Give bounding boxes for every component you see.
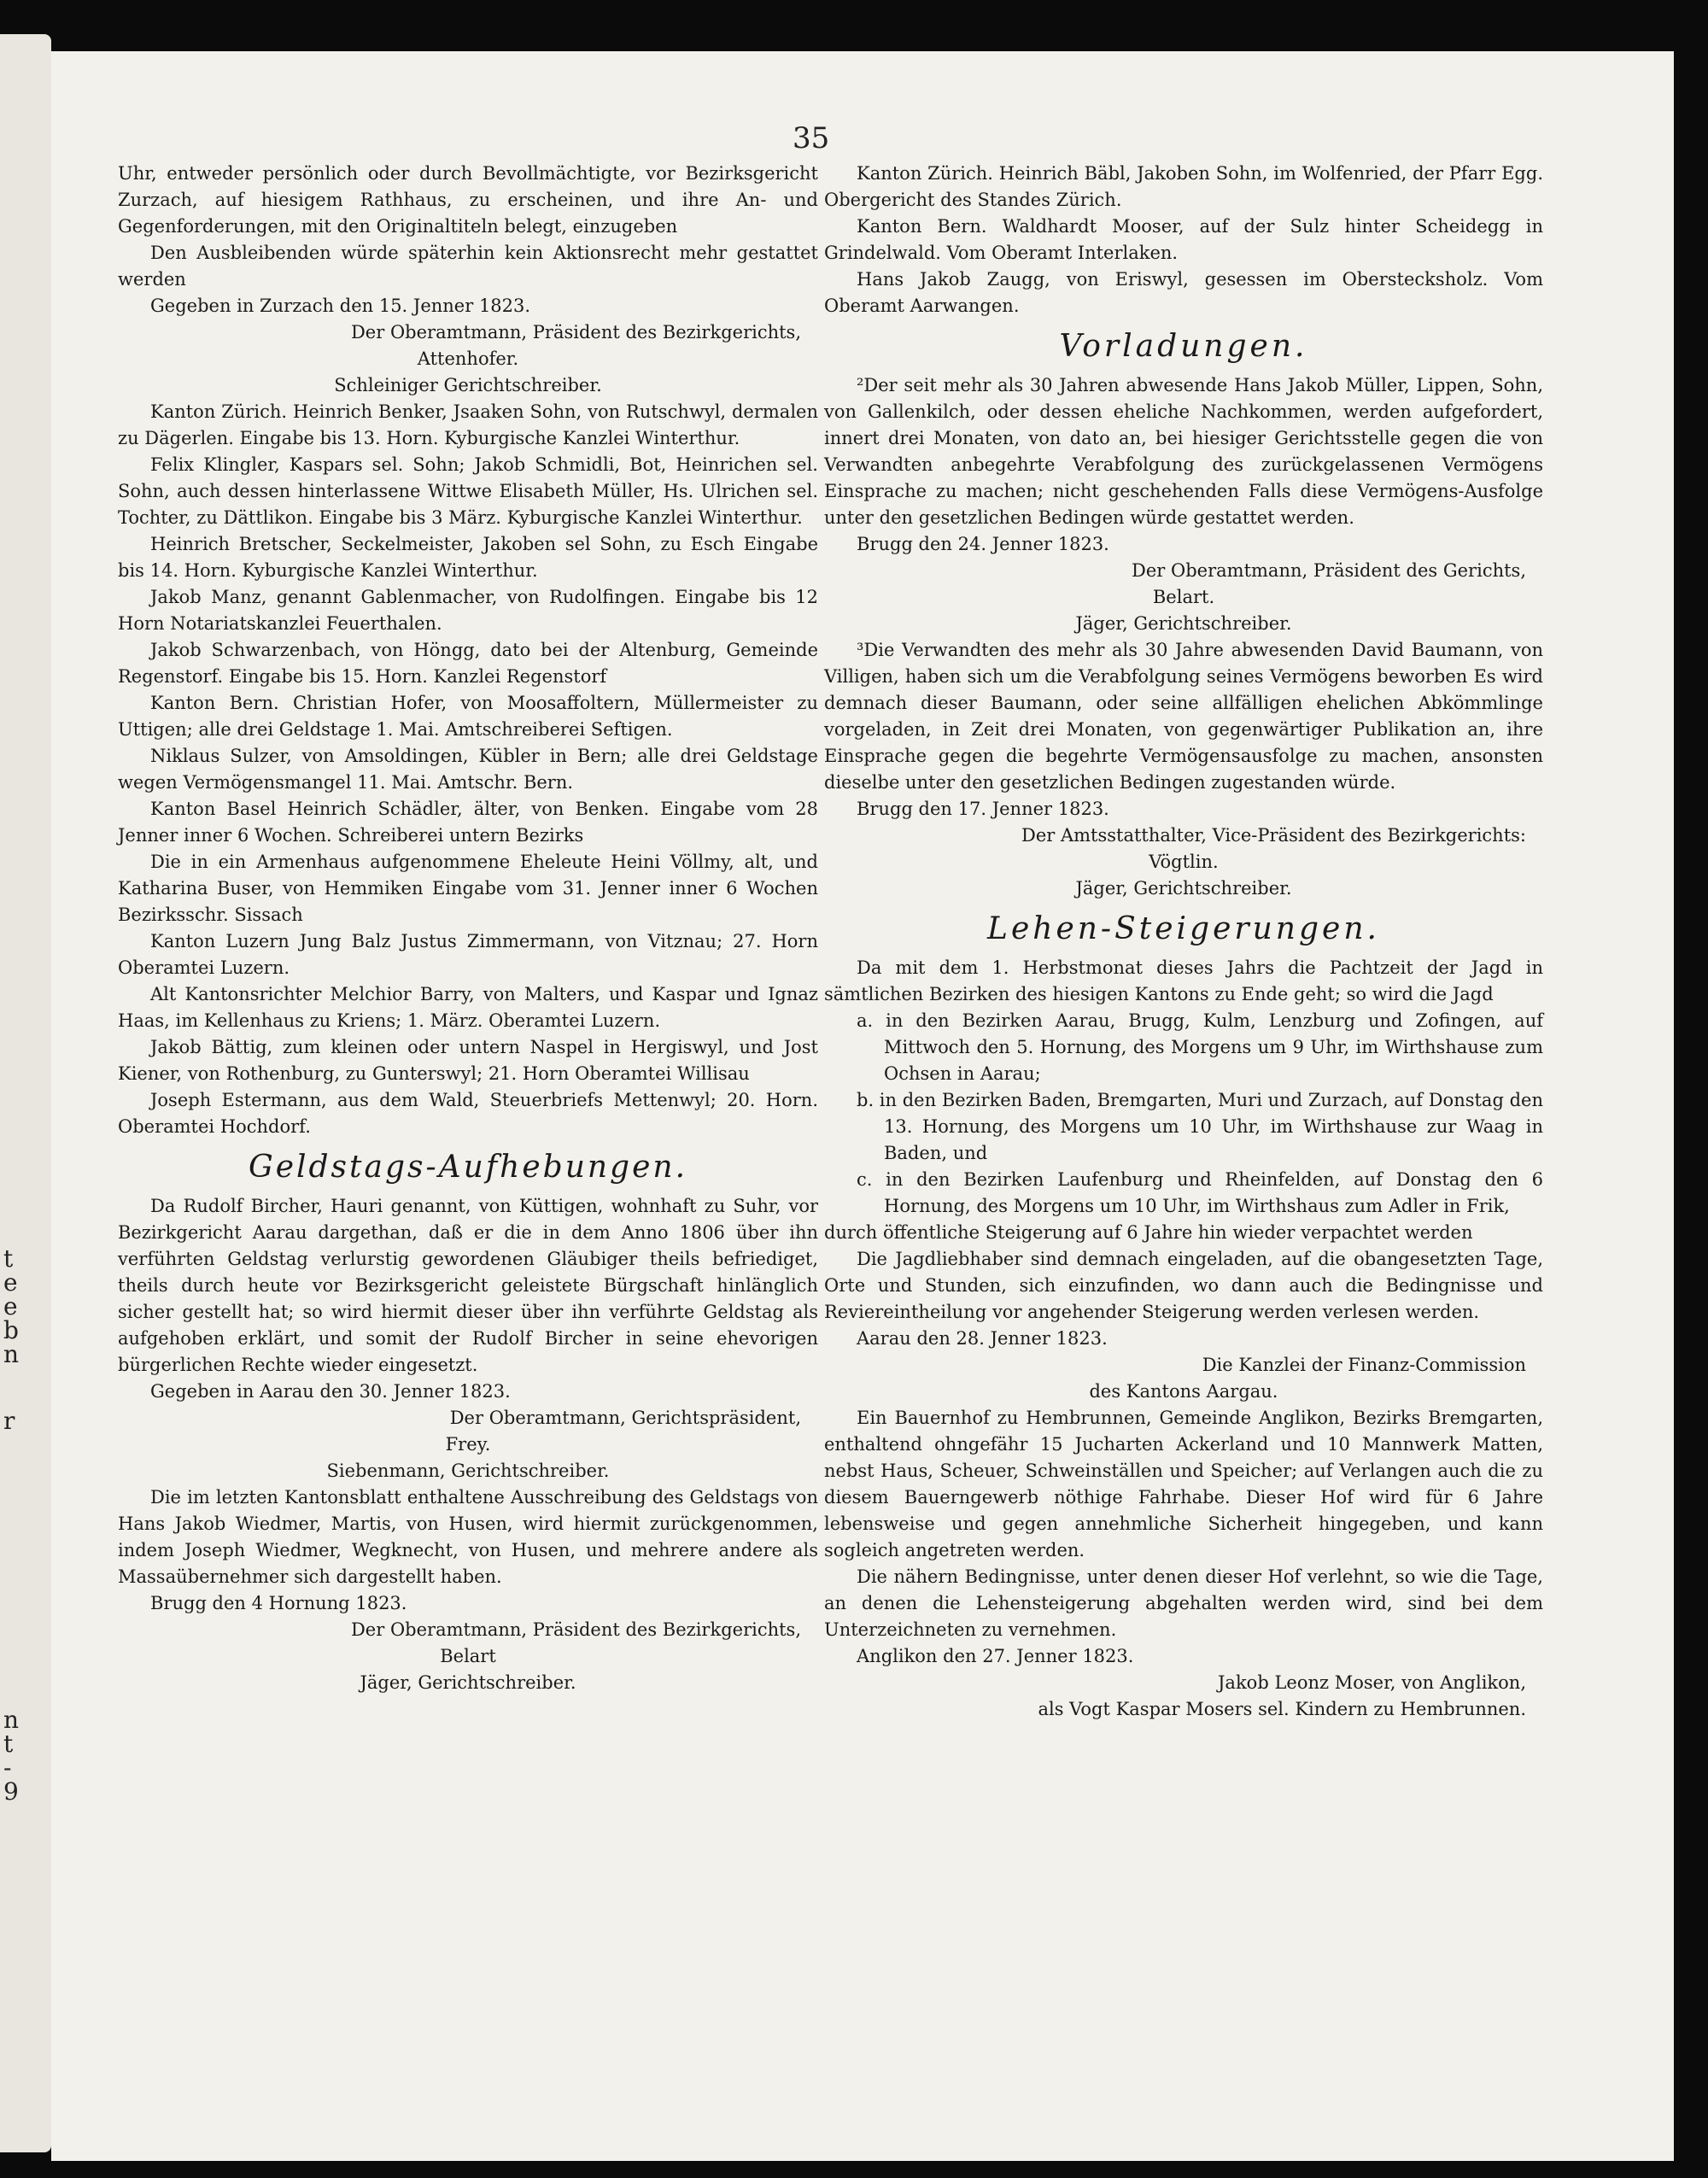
notice-entry: Kanton Zürich. Heinrich Benker, Jsaaken Sohn, von Rutschwyl, dermalen zu Dägerlen. Eingabe bis 13. Horn. Kyburgische Kanzlei Winterthur. <box>118 401 818 448</box>
notice-entry: Kanton Bern. Christian Hofer, von Moosaffoltern, Müllermeister zu Uttigen; alle drei Geldstage 1. Mai. Amtschreiberei Seftigen. <box>118 693 818 740</box>
notice-entry: Die in ein Armenhaus aufgenommene Eheleute Heini Völlmy, alt, und Katharina Buser, von Hemmiken Eingabe vom 31. Jenner inner 6 Wochen Bezirksschr. Sissach <box>118 852 818 925</box>
notice-entry: Jakob Bättig, zum kleinen oder untern Naspel in Hergiswyl, und Jost Kiener, von Rothenburg, zu Gunterswyl; 21. Horn Oberamtei Willisau <box>118 1037 818 1084</box>
signature-line: Der Oberamtmann, Präsident des Bezirkgerichts, <box>350 322 801 343</box>
notice-entry: Hans Jakob Zaugg, von Eriswyl, gesessen im Oberstecksholz. Vom Oberamt Aarwangen. <box>824 269 1543 316</box>
paragraph: Ein Bauernhof zu Hembrunnen, Gemeinde Anglikon, Bezirks Bremgarten, enthaltend ohngefähr 15 Jucharten Ackerland und 10 Mannwerk Matten, nebst Haus, Scheuer, Schweinställen und Speicher; auf Verlangen auch die zu diesem Bauerngewerb nöthige Fahrhabe. Dieser Hof wird für 6 Jahre lebensweise und gegen annehmliche Sicherheit hingegeben, und kann sogleich angetreten werden. <box>824 1408 1543 1560</box>
notice-entry: Kanton Bern. Waldhardt Mooser, auf der Sulz hinter Scheidegg in Grindelwald. Vom Oberamt Interlaken. <box>824 216 1543 263</box>
signature-clerk: Jäger, Gerichtschreiber. <box>1075 878 1292 899</box>
date-line: Brugg den 24. Jenner 1823. <box>857 534 1109 554</box>
section-heading: Vorladungen. <box>1059 329 1308 364</box>
section-heading: Geldstags-Aufhebungen. <box>248 1150 688 1185</box>
page-number: 35 <box>793 121 830 155</box>
signature-name: Frey. <box>445 1434 491 1455</box>
signature-line: des Kantons Aargau. <box>1089 1381 1278 1402</box>
paragraph: ²Der seit mehr als 30 Jahren abwesende Hans Jakob Müller, Lippen, Sohn, von Gallenkilch, oder dessen eheliche Nachkommen, werden aufgefordert, innert drei Monaten, von dato an, bei hiesiger Gerichtsstelle gegen die von Verwandten anbegehrte Verabfolgung des zurückgelassenen Vermögens Einsprache zu machen; nicht geschehenden Falls diese Vermögens-Ausfolge unter den gesetzlichen Bedingen würde gestattet werden. <box>824 375 1543 528</box>
date-line: Aarau den 28. Jenner 1823. <box>857 1328 1108 1349</box>
date-line: Gegeben in Zurzach den 15. Jenner 1823. <box>150 296 531 316</box>
list-item: b. in den Bezirken Baden, Bremgarten, Muri und Zurzach, auf Donstag den 13. Hornung, des Morgens um 10 Uhr, im Wirthshause zur Waag in Baden, und <box>857 1090 1543 1163</box>
notice-entry: Kanton Basel Heinrich Schädler, älter, von Benken. Eingabe vom 28 Jenner inner 6 Wochen. Schreiberei untern Bezirks <box>118 799 818 846</box>
signature-line: Der Oberamtmann, Präsident des Bezirkgerichts, <box>350 1619 801 1640</box>
signature-line: Die Kanzlei der Finanz-Commission <box>1202 1355 1526 1375</box>
notice-entry: Kanton Luzern Jung Balz Justus Zimmermann, von Vitznau; 27. Horn Oberamtei Luzern. <box>118 931 818 978</box>
notice-entry: Alt Kantonsrichter Melchior Barry, von Malters, und Kaspar und Ignaz Haas, im Kellenhaus zu Kriens; 1. März. Oberamtei Luzern. <box>118 984 818 1031</box>
signature-clerk: Jäger, Gerichtschreiber. <box>360 1672 576 1693</box>
notice-entry: Joseph Estermann, aus dem Wald, Steuerbriefs Mettenwyl; 20. Horn. Oberamtei Hochdorf. <box>118 1090 818 1137</box>
signature-line: Der Amtsstatthalter, Vice-Präsident des Bezirkgerichts: <box>1021 825 1526 846</box>
signature-name: Belart <box>440 1646 496 1666</box>
paragraph: Die im letzten Kantonsblatt enthaltene Ausschreibung des Geldstags von Hans Jakob Wiedmer, Martis, von Husen, wird hiermit zurückgenommen, indem Joseph Wiedmer, Wegknecht, von Husen, und mehrere andere als Massaübernehmer sich dargestellt haben. <box>118 1487 818 1587</box>
document-page <box>51 51 1674 2161</box>
signature-line: als Vogt Kaspar Mosers sel. Kindern zu Hembrunnen. <box>1038 1699 1526 1719</box>
signature-name: Attenhofer. <box>417 348 519 369</box>
paragraph: durch öffentliche Steigerung auf 6 Jahre hin wieder verpachtet werden <box>824 1222 1473 1243</box>
date-line: Anglikon den 27. Jenner 1823. <box>857 1646 1134 1666</box>
list-item: c. in den Bezirken Laufenburg und Rheinfelden, auf Donstag den 6 Hornung, des Morgens um 10 Uhr, im Wirthshaus zum Adler in Frik, <box>857 1169 1543 1216</box>
left-column <box>118 161 818 1696</box>
notice-entry: Niklaus Sulzer, von Amsoldingen, Kübler in Bern; alle drei Geldstage wegen Vermögensmangel 11. Mai. Amtschr. Bern. <box>118 746 818 793</box>
right-column <box>824 161 1543 1723</box>
list-item: a. in den Bezirken Aarau, Brugg, Kulm, Lenzburg und Zofingen, auf Mittwoch den 5. Hornung, des Morgens um 9 Uhr, im Wirthshause zum Ochsen in Aarau; <box>857 1010 1543 1084</box>
signature-clerk: Jäger, Gerichtschreiber. <box>1075 613 1292 634</box>
signature-line: Jakob Leonz Moser, von Anglikon, <box>1218 1672 1526 1693</box>
paragraph: Uhr, entweder persönlich oder durch Bevollmächtigte, vor Bezirksgericht Zurzach, auf hiesigem Rathhaus, zu erscheinen, und ihre An- und Gegenforderungen, mit den Originaltiteln belegt, einzugeben <box>118 163 818 237</box>
signature-clerk: Siebenmann, Gerichtschreiber. <box>326 1461 610 1481</box>
notice-entry: Heinrich Bretscher, Seckelmeister, Jakoben sel Sohn, zu Esch Eingabe bis 14. Horn. Kyburgische Kanzlei Winterthur. <box>118 534 818 581</box>
section-heading: Lehen-Steigerungen. <box>987 911 1380 946</box>
paragraph: Da Rudolf Bircher, Hauri genannt, von Küttigen, wohnhaft zu Suhr, vor Bezirkgericht Aarau dargethan, daß er die in dem Anno 1806 über ihn verführten Geldstag verlurstig gewordenen Gläubiger theils befriediget, theils durch heute vor Bezirksgericht geleistete Bürgschaft hinlänglich sicher gestellt hat; so wird hiermit dieser über ihn verführte Geldstag als aufgehoben erklärt, und somit der Rudolf Bircher in seine ehevorigen bürgerlichen Rechte wieder eingesetzt. <box>118 1196 818 1375</box>
location-list <box>824 1008 1543 1220</box>
signature-line: Der Oberamtmann, Präsident des Gerichts, <box>1132 560 1526 581</box>
paragraph: Die nähern Bedingnisse, unter denen dieser Hof verlehnt, so wie die Tage, an denen die Lehensteigerung abgehalten werden wird, sind bei dem Unterzeichneten zu vernehmen. <box>824 1566 1543 1640</box>
notice-entry: Jakob Manz, genannt Gablenmacher, von Rudolfingen. Eingabe bis 12 Horn Notariatskanzlei Feuerthalen. <box>118 587 818 634</box>
paragraph: ³Die Verwandten des mehr als 30 Jahre abwesenden David Baumann, von Villigen, haben sich um die Verabfolgung seines Vermögens beworben Es wird demnach dieser Baumann, oder seine allfälligen ehelichen Abkömmlinge vorgeladen, in Zeit drei Monaten, von gegenwärtiger Publikation an, ihre Einsprache gegen die begehrte Vermögensausfolge zu machen, ansonsten dieselbe unter den gesetzlichen Bedingen zugestanden würde. <box>824 640 1543 793</box>
signature-line: Der Oberamtmann, Gerichtspräsident, <box>449 1408 801 1428</box>
facing-page-fragment: r <box>3 1407 15 1435</box>
notice-entry: Jakob Schwarzenbach, von Höngg, dato bei der Altenburg, Gemeinde Regenstorf. Eingabe bis 15. Horn. Kanzlei Regenstorf <box>118 640 818 687</box>
signature-clerk: Schleiniger Gerichtschreiber. <box>334 375 602 395</box>
date-line: Gegeben in Aarau den 30. Jenner 1823. <box>150 1381 511 1402</box>
facing-page-fragment: t e e b n <box>3 1244 20 1368</box>
signature-name: Vögtlin. <box>1149 852 1219 872</box>
date-line: Brugg den 4 Hornung 1823. <box>150 1593 407 1613</box>
paragraph: Da mit dem 1. Herbstmonat dieses Jahrs die Pachtzeit der Jagd in sämtlichen Bezirken des hiesigen Kantons zu Ende geht; so wird die Jagd <box>824 957 1543 1004</box>
paragraph: Die Jagdliebhaber sind demnach eingeladen, auf die obangesetzten Tage, Orte und Stunden, sich einzufinden, wo dann auch die Bedingnisse und Reviereintheilung vor angehender Steigerung werden verlesen werden. <box>824 1249 1543 1322</box>
notice-entry: Felix Klingler, Kaspars sel. Sohn; Jakob Schmidli, Bot, Heinrichen sel. Sohn, auch dessen hinterlassene Wittwe Elisabeth Müller, Hs. Ulrichen sel. Tochter, zu Dättlikon. Eingabe bis 3 März. Kyburgische Kanzlei Winterthur. <box>118 454 818 528</box>
facing-page-fragment: n t - 9 <box>3 1706 20 1806</box>
paragraph: Den Ausbleibenden würde späterhin kein Aktionsrecht mehr gestattet werden <box>118 243 818 290</box>
signature-name: Belart. <box>1152 587 1215 607</box>
facing-page-edge <box>0 34 51 2152</box>
notice-entry: Kanton Zürich. Heinrich Bäbl, Jakoben Sohn, im Wolfenried, der Pfarr Egg. Obergericht des Standes Zürich. <box>824 163 1543 210</box>
date-line: Brugg den 17. Jenner 1823. <box>857 799 1109 819</box>
